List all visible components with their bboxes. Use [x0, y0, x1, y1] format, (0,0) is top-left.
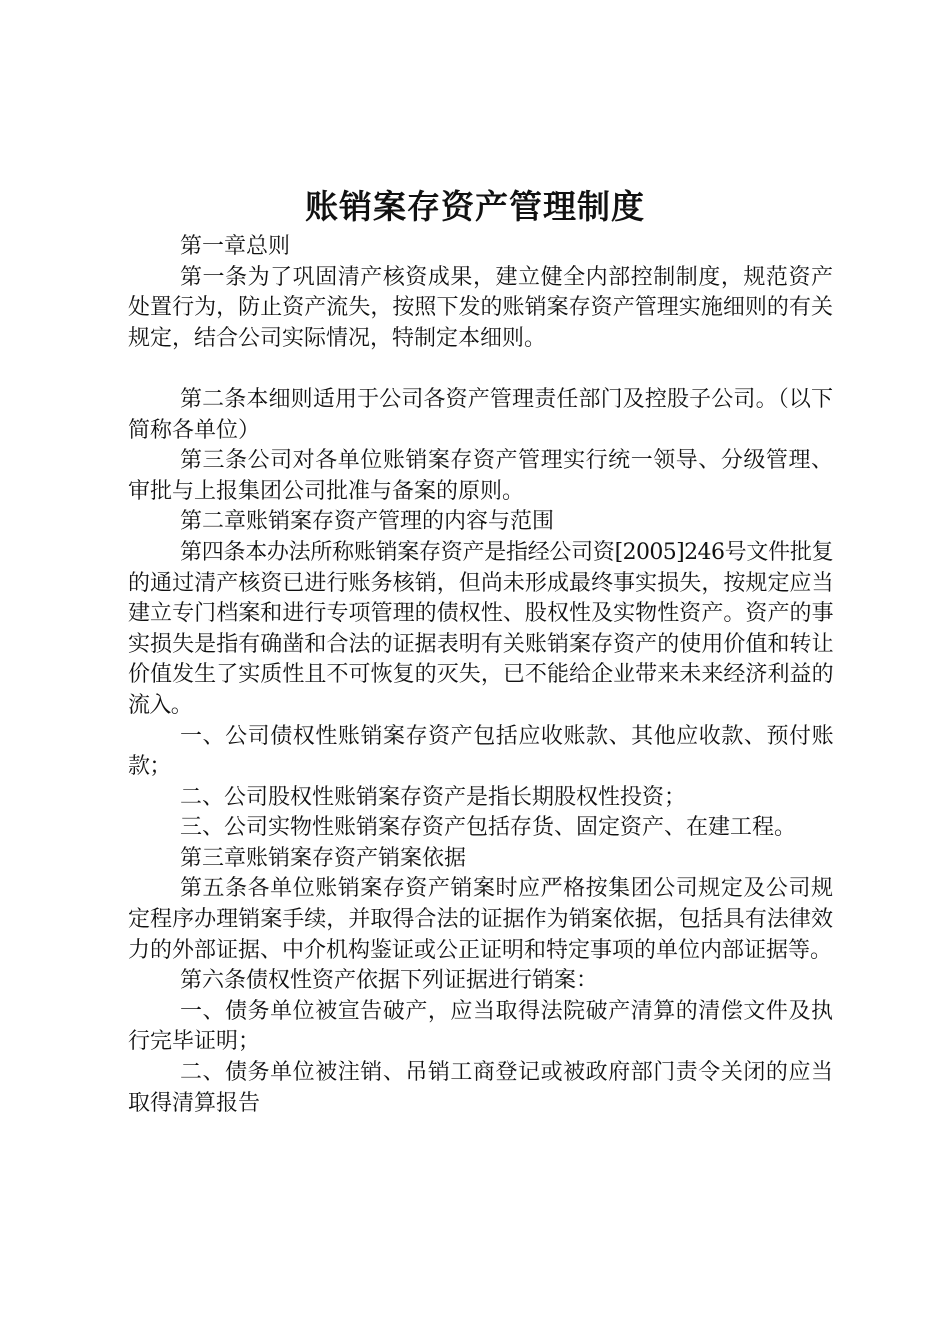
article-4-item-1: 一、公司债权性账销案存资产包括应收账款、其他应收款、预付账款；	[128, 723, 833, 780]
article-6-item-2: 二、债务单位被注销、吊销工商登记或被政府部门责令关闭的应当取得清算报告	[128, 1060, 833, 1116]
chapter-3-heading: 第三章账销案存资产销案依据	[180, 845, 467, 871]
document-body	[128, 232, 833, 1119]
article-6-item-1: 一、债务单位被宣告破产，应当取得法院破产清算的清偿文件及执行完毕证明；	[128, 998, 833, 1055]
article-6: 第六条债权性资产依据下列证据进行销案：	[180, 968, 599, 994]
article-1: 第一条为了巩固清产核资成果，建立健全内部控制制度，规范资产处置行为，防止资产流失，按照下发的账销案存资产管理实施细则的有关规定，结合公司实际情况，特制定本细则。	[128, 264, 833, 351]
article-4-item-2: 二、公司股权性账销案存资产是指长期股权性投资；	[180, 784, 687, 810]
chapter-1-heading: 第一章总则	[180, 234, 291, 259]
chapter-2-heading: 第二章账销案存资产管理的内容与范围	[180, 509, 555, 535]
article-4-item-3: 三、公司实物性账销案存资产包括存货、固定资产、在建工程。	[180, 815, 797, 841]
article-3: 第三条公司对各单位账销案存资产管理实行统一领导、分级管理、审批与上报集团公司批准与备案的原则。	[128, 448, 833, 504]
article-5: 第五条各单位账销案存资产销案时应严格按集团公司规定及公司规定程序办理销案手续，并取得合法的证据作为销案依据，包括具有法律效力的外部证据、中介机构鉴证或公正证明和特定事项的单位内部证据等。	[128, 876, 833, 963]
article-4: 第四条本办法所称账销案存资产是指经公司资[2005]246号文件批复的通过清产核资已进行账务核销，但尚未形成最终事实损失，按规定应当建立专门档案和进行专项管理的债权性、股权性及实物性资产。资产的事实损失是指有确凿和合法的证据表明有关账销案存资产的使用价值和转让价值发生了实质性且不可恢复的灭失，已不能给企业带来未来经济利益的流入。	[128, 539, 833, 718]
document-title: 账销案存资产管理制度	[305, 187, 645, 226]
article-2: 第二条本细则适用于公司各资产管理责任部门及控股子公司。（以下简称各单位）	[128, 386, 833, 443]
